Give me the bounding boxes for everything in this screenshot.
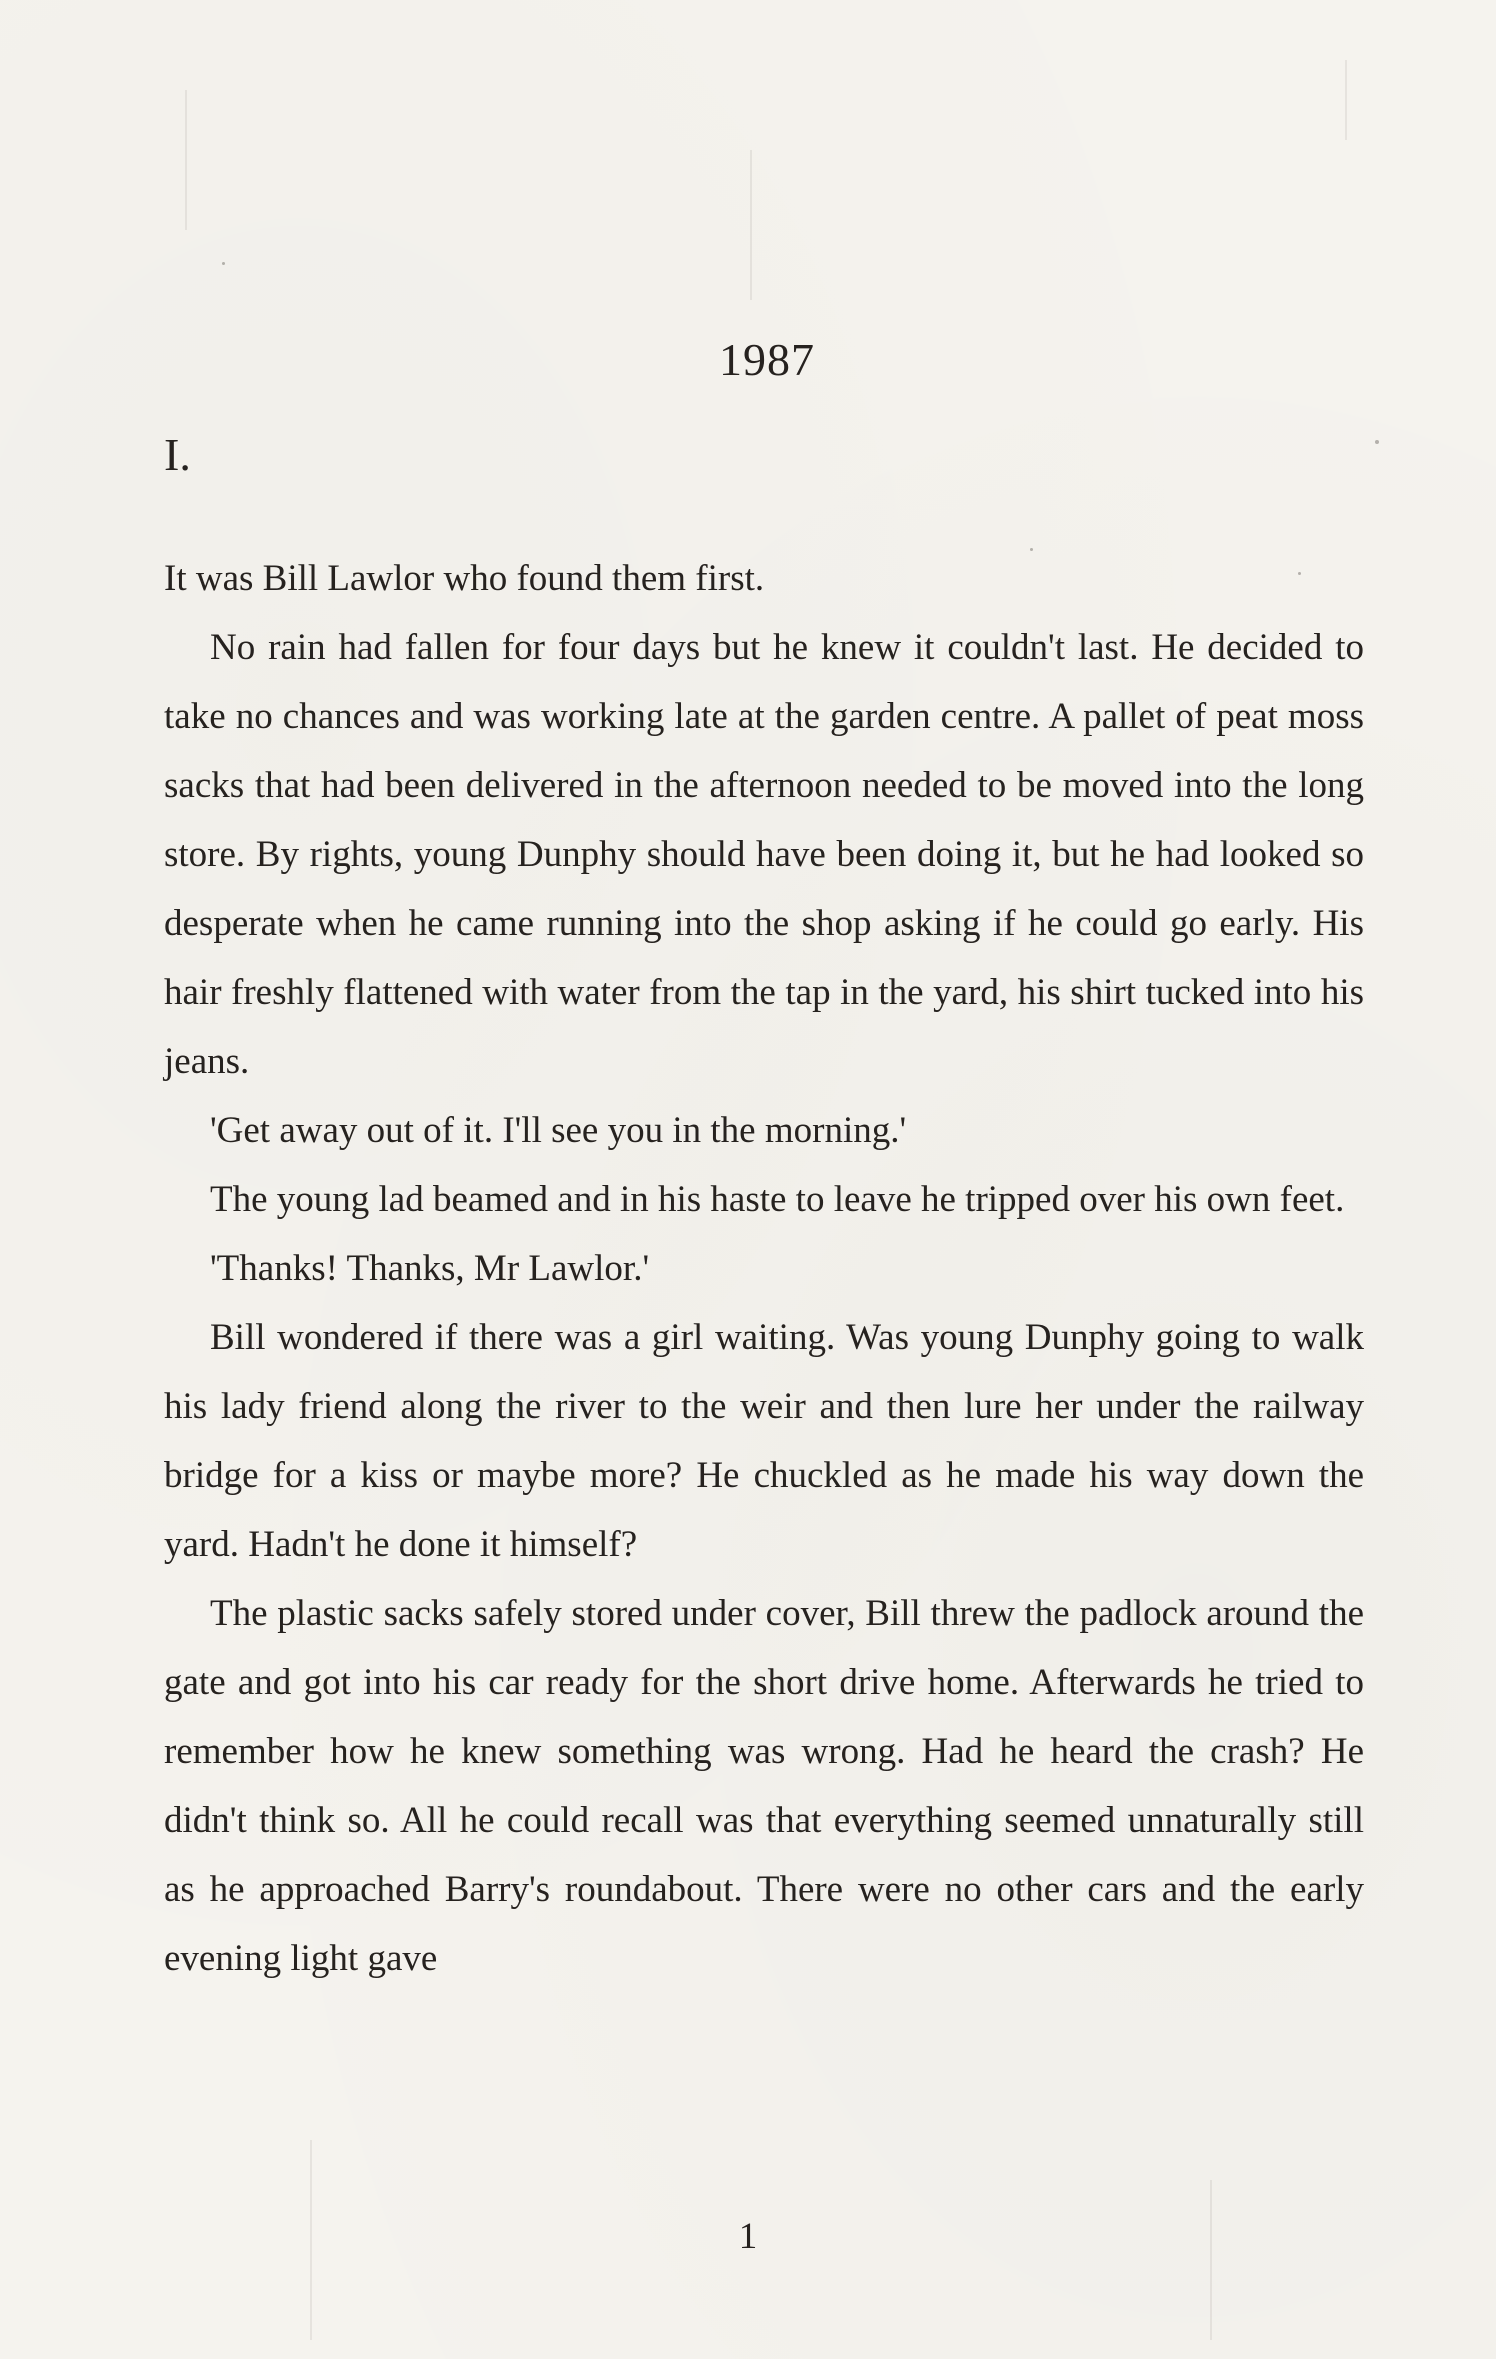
body-text (164, 544, 1364, 1993)
paragraph: The plastic sacks safely stored under cover, Bill threw the padlock around the gate and got into his car ready for the short drive home. Afterwards he tried to remember how he knew something was wrong. Had he heard the crash? He didn't think so. All he could recall was that everything seemed unnaturally still as he approached Barry's roundabout. There were no other cars and the early evening light gave (164, 1593, 1364, 1979)
paper-streak (1345, 60, 1347, 140)
paragraph: The young lad beamed and in his haste to leave he tripped over his own feet. (210, 1179, 1345, 1220)
paragraph: 'Get away out of it. I'll see you in the morning.' (210, 1110, 907, 1151)
paper-streak (185, 90, 187, 230)
page-number: 1 (738, 2216, 758, 2257)
paragraph: It was Bill Lawlor who found them first. (164, 558, 765, 599)
paper-speck (1375, 440, 1379, 444)
paper-speck (222, 262, 225, 265)
paragraph: No rain had fallen for four days but he knew it couldn't last. He decided to take no chances and was working late at the garden centre. A pallet of peat moss sacks that had been delivered in the afternoon needed to be moved into the long store. By rights, young Dunphy should have been doing it, but he had looked so desperate when he came running into the shop asking if he could go early. His hair freshly flattened with water from the tap in the yard, his shirt tucked into his jeans. (164, 627, 1364, 1082)
chapter-year: 1987 (719, 334, 815, 385)
paragraph: 'Thanks! Thanks, Mr Lawlor.' (210, 1248, 650, 1289)
part-number: I. (164, 429, 191, 480)
paragraph: Bill wondered if there was a girl waiting. Was young Dunphy going to walk his lady friend along the river to the weir and then lure her under the railway bridge for a kiss or maybe more? He chuckled as he made his way down the yard. Hadn't he done it himself? (164, 1317, 1364, 1565)
paper-streak (750, 150, 752, 300)
